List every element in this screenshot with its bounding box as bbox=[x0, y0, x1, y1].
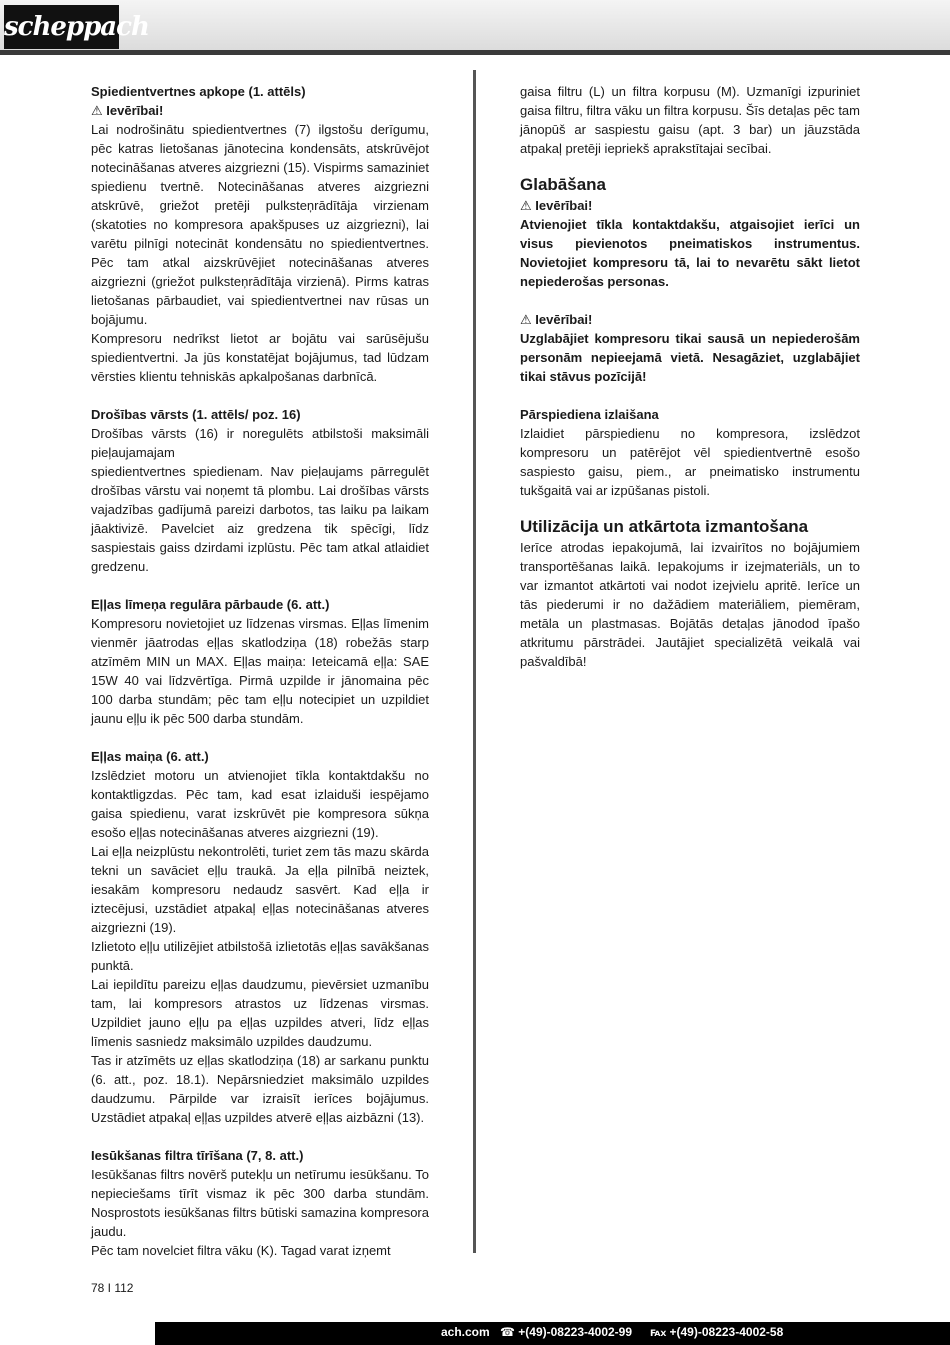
warning-icon: ⚠ bbox=[91, 103, 103, 118]
footer-fax: ℻ +(49)-08223-4002-58 bbox=[650, 1325, 784, 1339]
paragraph: Izlietoto eļļu utilizējiet atbilstošā izlietotās eļļas savākšanas punktā. bbox=[91, 939, 429, 973]
section-title-storage: Glabāšana bbox=[520, 175, 606, 194]
section-title-disposal: Utilizācija un atkārtota izmantošana bbox=[520, 517, 809, 536]
paragraph: Drošības vārsts (16) ir noregulēts atbilstoši maksimāli pieļaujamajam bbox=[91, 426, 429, 460]
section-title-oil-level: Eļļas līmeņa regulāra pārbaude (6. att.) bbox=[91, 597, 330, 612]
paragraph: Izlaidiet pārspiedienu no kompresora, izslēdzot kompresoru un patērējot vēl spiedientvertnē esošo saspiesto gaisu, piem., ar pneimatisko instrumentu tukšgaitā vai ar izpūšanas pistoli. bbox=[520, 426, 860, 498]
paragraph: Kompresoru nedrīkst lietot ar bojātu vai sarūsējušu spiedientvertni. Ja jūs konstatējat bojājumus, tad lūdzam vērsties klientu tehniskās apkalpošanas darbnīcā. bbox=[91, 331, 429, 384]
section-title-oil-change: Eļļas maiņa (6. att.) bbox=[91, 749, 209, 764]
section-title-safety-valve: Drošības vārsts (1. attēls/ poz. 16) bbox=[91, 407, 301, 422]
scheppach-logo: scheppach bbox=[4, 5, 119, 49]
header-rule bbox=[0, 50, 950, 55]
paragraph: Pēc tam novelciet filtra vāku (K). Tagad varat izņemt bbox=[91, 1243, 391, 1258]
paragraph: Lai iepildītu pareizu eļļas daudzumu, pievērsiet uzmanību tam, lai kompresors atrastos uz līdzenas virsmas. Uzpildiet jauno eļļu pa eļļas uzpildes atveri, līdz eļļas līmenis sasniedz maksimālo uzpildes daudzumu. bbox=[91, 977, 429, 1049]
paragraph: spiedientvertnes spiedienam. Nav pieļaujams pārregulēt drošības vārstu vai noņemt tā plombu. Lai drošības vārsts vajadzības gadījumā pareizi darbotos, tas laiku pa laikam jāaktivizē. Pavelciet aiz gredzena tik spēcīgi, līdz saspiestais gaiss dzirdami izplūstu. Pēc tam atkal atlaidiet gredzenu. bbox=[91, 464, 429, 574]
page-number: 78 I 112 bbox=[91, 1281, 134, 1295]
paragraph: Atvienojiet tīkla kontaktdakšu, atgaisojiet ierīci un visus pievienotos pneimatiskos instrumentus. Novietojiet kompresoru tā, lai to nevarētu sākt lietot nepiederošas personas. bbox=[520, 217, 860, 289]
right-column bbox=[520, 82, 860, 671]
paragraph: Iesūkšanas filtrs novērš putekļu un netīrumu iesūkšanu. To nepieciešams tīrīt vismaz ik pēc 300 darba stundām. Nosprostots iesūkšanas filtrs būtiski samazina kompresora jaudu. bbox=[91, 1167, 429, 1239]
paragraph: Kompresoru novietojiet uz līdzenas virsmas. Eļļas līmenim vienmēr jāatrodas eļļas skatlodziņa (18) robežās starp atzīmēm MIN un MAX. Eļļas maiņa: Ieteicamā eļļa: SAE 15W 40 vai līdzvērtīga. Pirmā uzpilde ir jānomaina pēc 100 darba stundām; pēc tam eļļu notecipiet un uzpildiet jaunu eļļu ik pēc 500 darba stundām. bbox=[91, 616, 429, 726]
paragraph: Izslēdziet motoru un atvienojiet tīkla kontaktdakšu no kontaktligzdas. Pēc tam, kad esat izlaiduši iespējamo gaisa spiedienu, varat izskrūvēt pie kompresora sūkņa esošo eļļas notecināšanas atveres aizgriezni (19). bbox=[91, 768, 429, 840]
warning-heading: ⚠ Ievērībai! bbox=[520, 198, 593, 213]
footer-website[interactable]: ach.com bbox=[441, 1325, 490, 1339]
warning-heading: ⚠ Ievērībai! bbox=[520, 312, 593, 327]
warning-icon: ⚠ bbox=[520, 312, 532, 327]
column-divider bbox=[473, 70, 476, 1253]
footer-left-block bbox=[0, 1322, 155, 1345]
left-column bbox=[91, 82, 429, 1260]
section-title-filter-cleaning: Iesūkšanas filtra tīrīšana (7, 8. att.) bbox=[91, 1148, 304, 1163]
footer-phone: ☎ +(49)-08223-4002-99 bbox=[500, 1325, 633, 1339]
paragraph: Ierīce atrodas iepakojumā, lai izvairītos no bojājumiem transportēšanas laikā. Iepakojums ir izejmateriāls, un to var izmantot atkārtoti vai nodot izejvielu apritē. Ierīce un tās piederumi ir no dažādiem materiāliem, piemēram, metāla un plastmasas. Bojātās detaļas jānodod īpašo atkritumu pārstrādei. Jautājiet specializētā veikalā vai pašvaldībā! bbox=[520, 540, 860, 669]
footer-bar bbox=[0, 1322, 950, 1345]
warning-icon: ⚠ bbox=[520, 198, 532, 213]
paragraph: Tas ir atzīmēts uz eļļas skatlodziņa (18) ar sarkanu punktu (6. att., poz. 18.1). Nepārsniedziet maksimālo uzpildes daudzumu. Pārpilde var izraisīt ierīces bojājumus. Uzstādiet atpakaļ eļļas uzpildes atverē eļļas aizbāzni (13). bbox=[91, 1053, 429, 1125]
paragraph: Uzglabājiet kompresoru tikai sausā un nepiederošām personām nepieejamā vietā. Nesagāziet, uzglabājiet tikai stāvus pozīcijā! bbox=[520, 331, 860, 384]
section-title-tank-maintenance: Spiedientvertnes apkope (1. attēls) bbox=[91, 84, 306, 99]
section-title-pressure-release: Pārspiediena izlaišana bbox=[520, 407, 659, 422]
paragraph: Lai eļļa neizplūstu nekontrolēti, turiet zem tās mazu skārda tekni un savāciet eļļu traukā. Ja eļļa pilnībā neiztek, iesakām kompresoru nedaudz sasvērt. Kad eļļa ir iztecējusi, uzstādiet atpakaļ eļļas notecināšanas atveres aizgriezni (19). bbox=[91, 844, 429, 935]
paragraph: Lai nodrošinātu spiedientvertnes (7) ilgstošu derīgumu, pēc katras lietošanas jānotecina kondensāts, atskrūvējot notecināšanas atveres aizgriezni (15). Vispirms samaziniet spiedienu tvertnē. Notecināšanas atveres aizgriezni atskrūvē, griežot pretēji pulksteņrādītāja virzienam (skatoties no kompresora apakšpuses uz aizgriezni), lai varētu pilnīgi notecināt kondensātu no spiedientvertnes. Pēc tam atkal aizskrūvējiet notecināšanas atveres aizgriezni (griežot pulksteņrādītāja virzienā). Pirms katras lietošanas pārbaudiet, vai spiedientvertnei nav rūsas un bojājumu. bbox=[91, 122, 429, 327]
warning-heading: ⚠ Ievērībai! bbox=[91, 103, 164, 118]
paragraph: gaisa filtru (L) un filtra korpusu (M). Uzmanīgi izpuriniet gaisa filtru, filtra vāku un filtra korpusu. Šīs detaļas pēc tam jānopūš ar saspiestu gaisu (apt. 3 bar) un jāuzstāda atpakaļ pretēji iepriekš aprakstītajai secībai. bbox=[520, 84, 860, 156]
